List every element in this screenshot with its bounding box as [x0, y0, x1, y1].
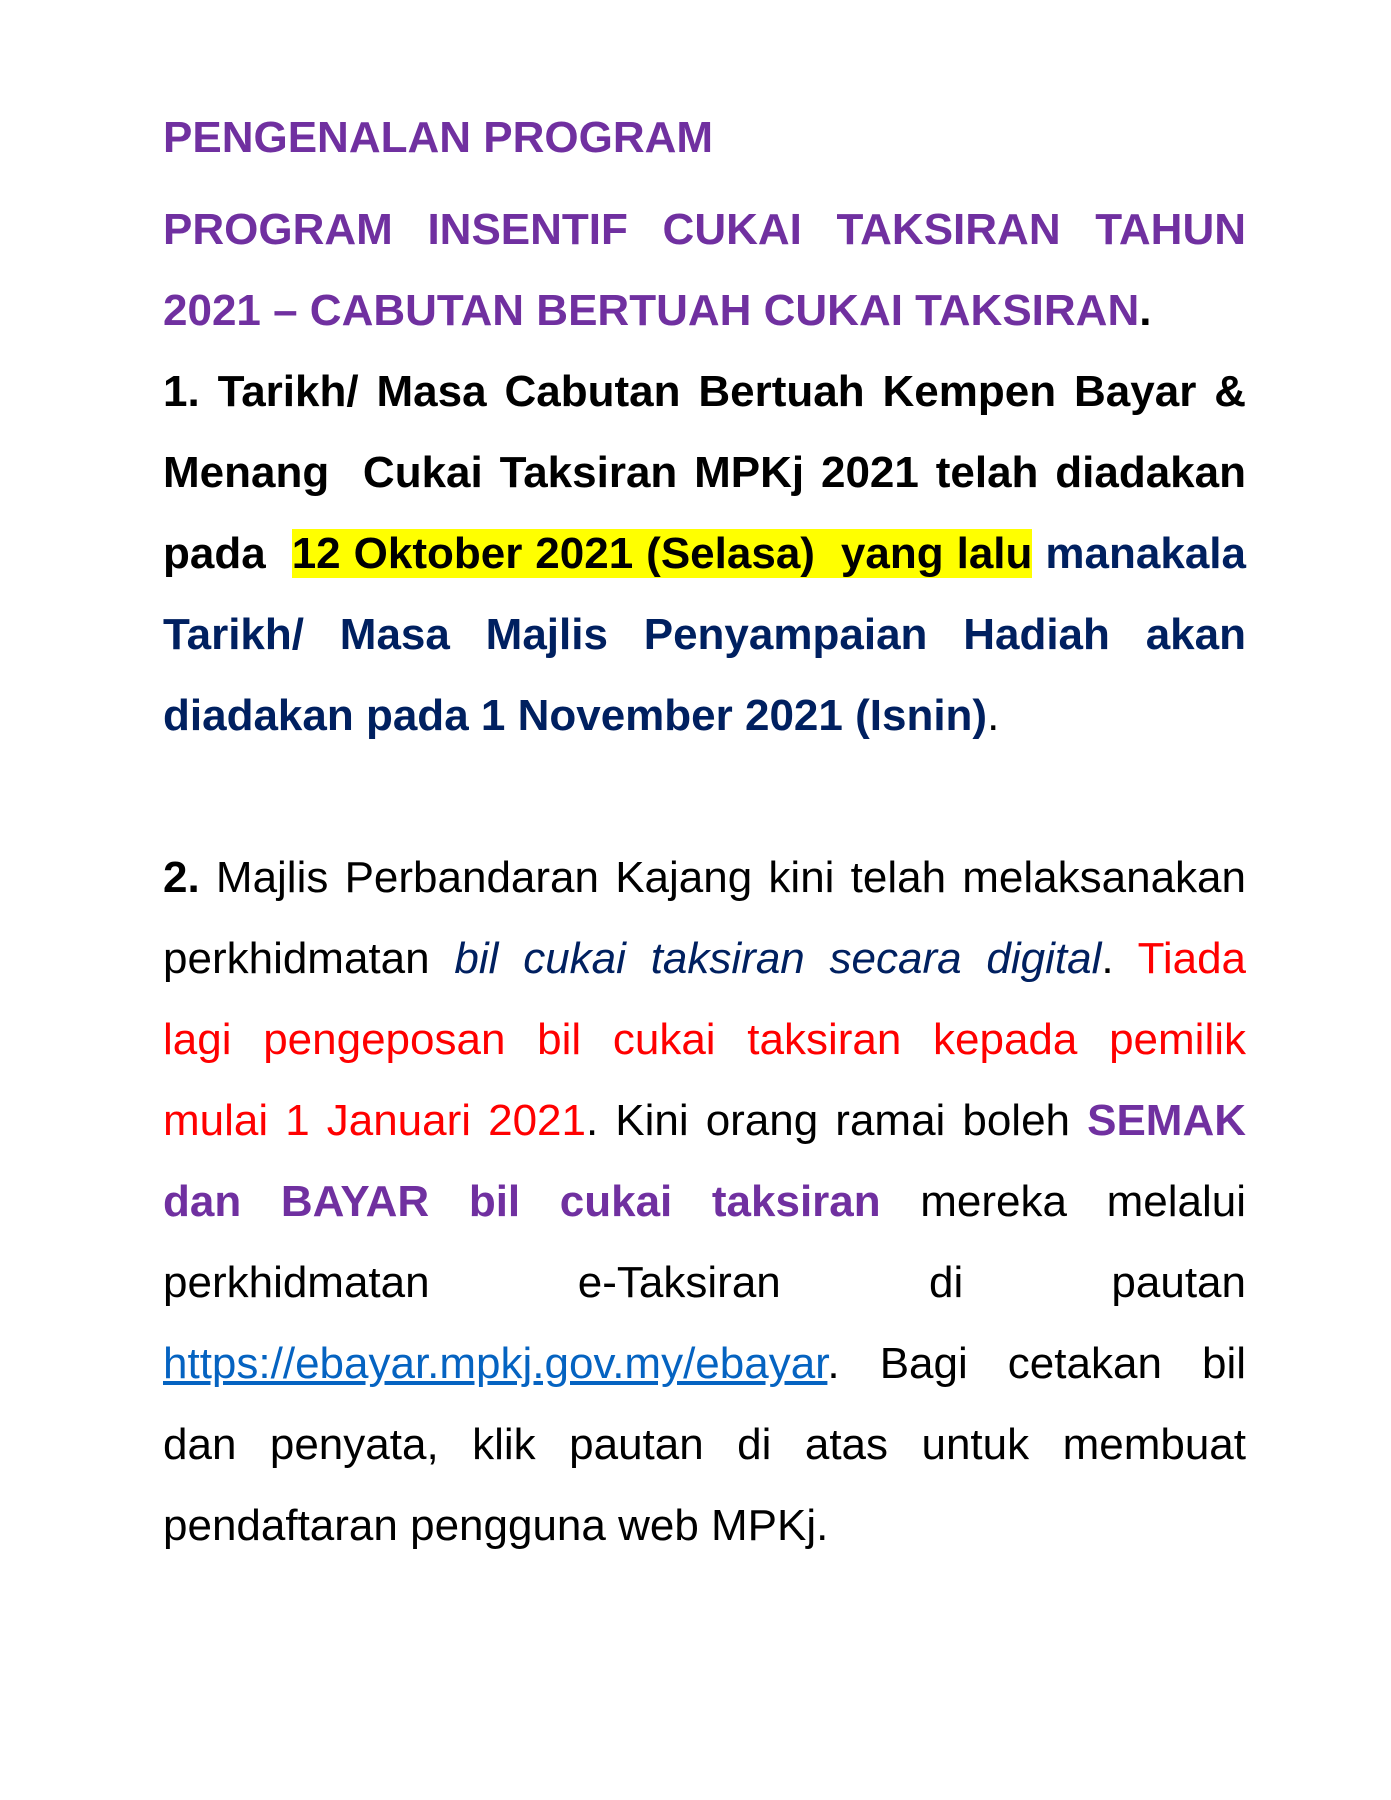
item-1-ceremony-info: manakala Tarikh/ Masa Majlis Penyampaian Hadiah akan diadakan pada 1 November 2021 (Isnin)	[163, 529, 1246, 740]
item-2-paragraph	[163, 837, 1246, 1566]
page-heading: PENGENALAN PROGRAM	[163, 113, 714, 162]
ebayar-link[interactable]: https://ebayar.mpkj.gov.my/ebayar	[163, 1339, 828, 1388]
item-2-text-c: . Kini orang ramai boleh	[585, 1096, 1088, 1145]
item-1-paragraph	[163, 351, 1246, 756]
item-2-text-a: Majlis Perbandaran Kajang kini telah melaksanakan perkhidmatan	[163, 853, 1246, 983]
paragraph-spacer	[163, 756, 1246, 837]
program-title-text: PROGRAM INSENTIF CUKAI TAKSIRAN TAHUN 2021 – CABUTAN BERTUAH CUKAI TAKSIRAN	[163, 205, 1246, 335]
item-2-text-e: . Bagi cetakan bil dan penyata, klik pautan di atas untuk membuat pendaftaran pengguna web MPKj.	[163, 1339, 1246, 1550]
item-2-text-b: .	[1101, 934, 1138, 983]
document-page	[163, 108, 1246, 1566]
program-title	[163, 189, 1246, 351]
item-1-highlighted-date: 12 Oktober 2021 (Selasa) yang lalu	[291, 529, 1033, 578]
item-1-intro: 1. Tarikh/ Masa Cabutan Bertuah Kempen Bayar & Menang Cukai Taksiran MPKj 2021 telah diadakan pada	[163, 367, 1246, 578]
item-1-period: .	[987, 691, 1000, 740]
item-2-digital-bill-phrase: bil cukai taksiran secara digital	[454, 934, 1102, 983]
item-2-no-post-notice: Tiada lagi pengeposan bil cukai taksiran kepada pemilik mulai 1 Januari 2021	[163, 934, 1247, 1145]
program-title-period: .	[1139, 286, 1152, 335]
item-2-number: 2.	[163, 853, 200, 902]
item-2-check-pay-phrase: SEMAK dan BAYAR bil cukai taksiran	[163, 1096, 1246, 1226]
item-2-text-d: mereka melalui perkhidmatan e-Taksiran di pautan	[163, 1177, 1246, 1307]
